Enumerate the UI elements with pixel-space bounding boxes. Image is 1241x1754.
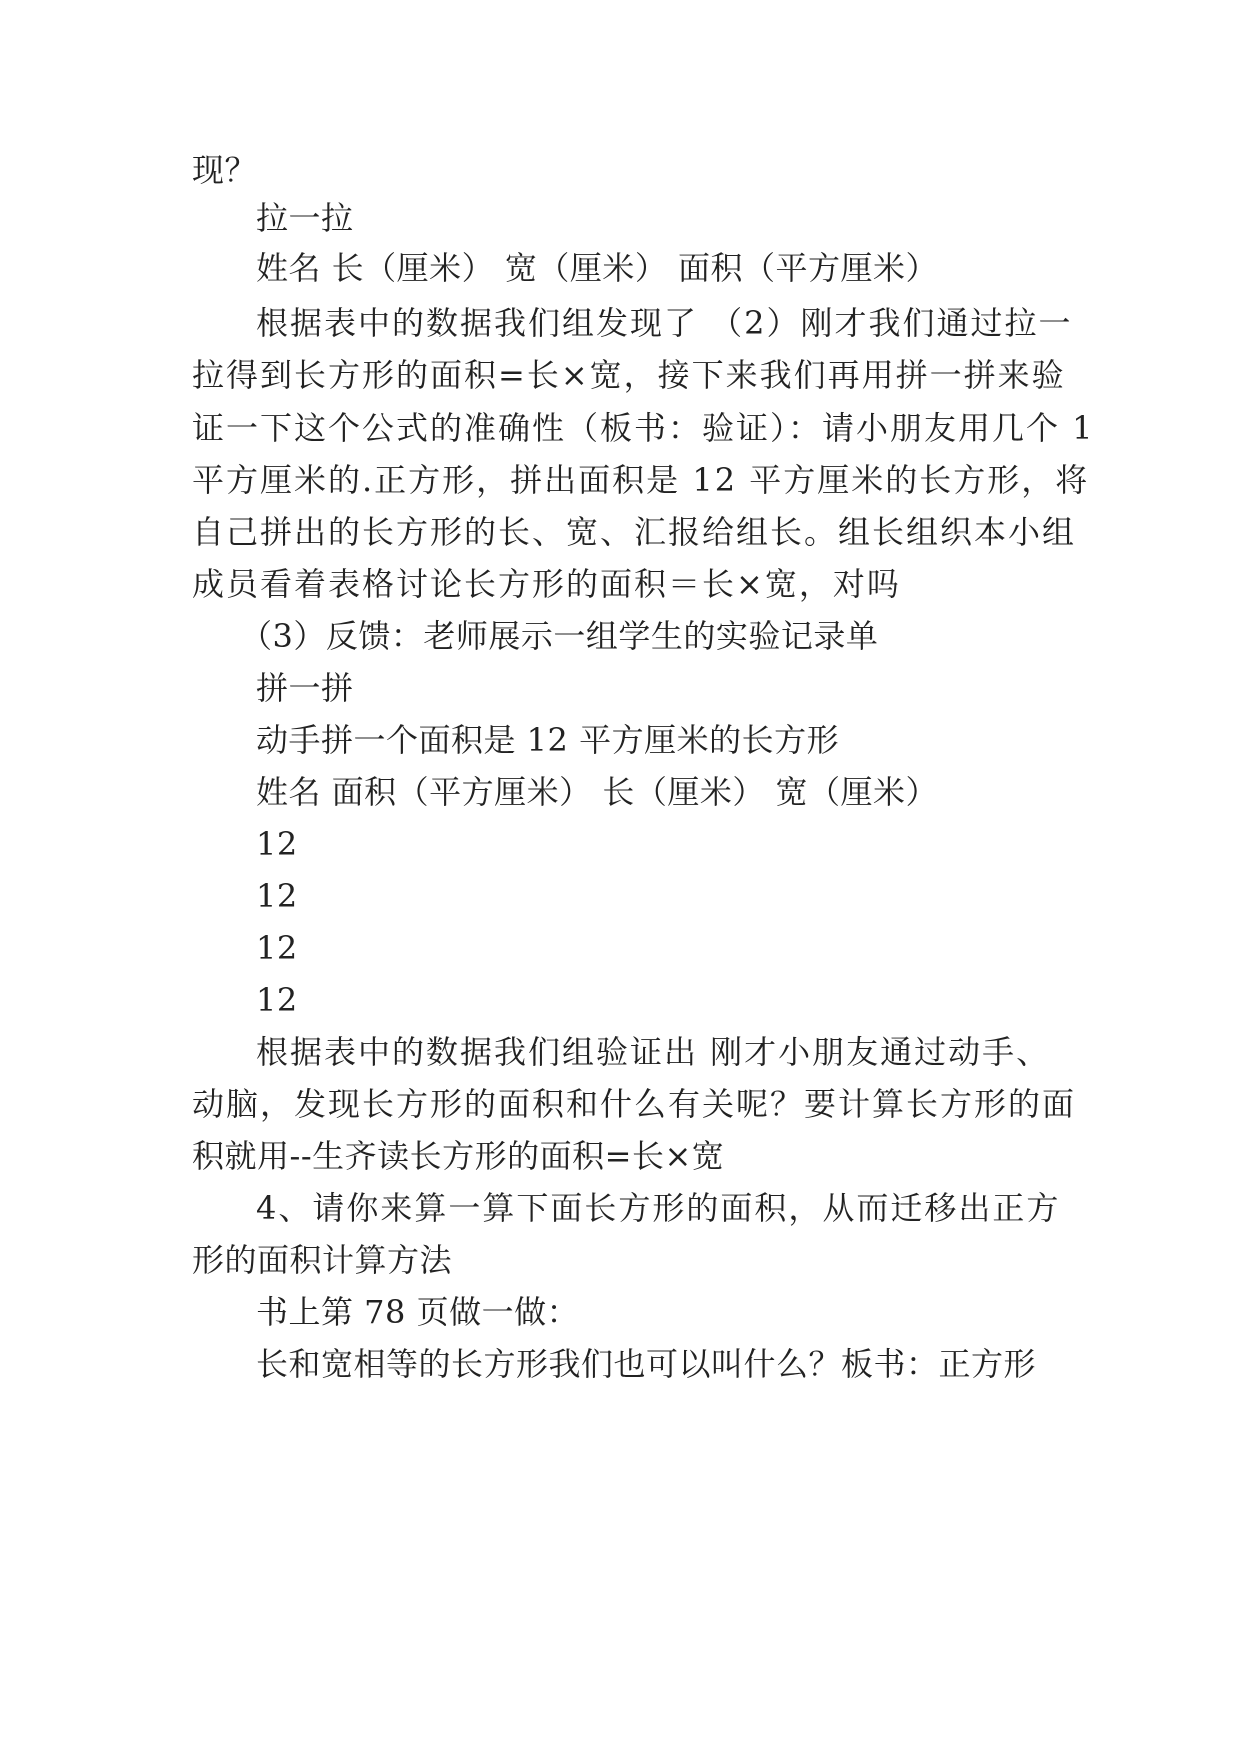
table-cell-area-4: 12: [256, 981, 298, 1019]
text-line-11: 拼一拼: [256, 669, 354, 707]
text-line-19: 动脑，发现长方形的面积和什么有关呢？要计算长方形的面: [192, 1085, 1077, 1123]
text-line-21: 4、请你来算一算下面长方形的面积，从而迁移出正方: [256, 1189, 1061, 1227]
text-line-24: 长和宽相等的长方形我们也可以叫什么？板书：正方形: [256, 1345, 1037, 1383]
text-line-2: 拉一拉: [256, 199, 354, 237]
text-line-8: 自己拼出的长方形的长、宽、汇报给组长。组长组织本小组: [192, 513, 1077, 551]
text-line-4: 根据表中的数据我们组发现了 （2）刚才我们通过拉一: [256, 304, 1073, 342]
text-line-20: 积就用--生齐读长方形的面积=长×宽: [192, 1137, 725, 1175]
text-line-1: 现？: [192, 151, 258, 189]
text-line-10: （3）反馈：老师展示一组学生的实验记录单: [240, 617, 879, 655]
table-header-2: 姓名 面积（平方厘米） 长（厘米） 宽（厘米）: [256, 773, 939, 811]
text-line-18: 根据表中的数据我们组验证出 刚才小朋友通过动手、: [256, 1033, 1051, 1071]
table-cell-area-1: 12: [256, 825, 298, 863]
text-line-6: 证一下这个公式的准确性（板书：验证）：请小朋友用几个 1: [192, 409, 1095, 447]
text-line-5: 拉得到长方形的面积=长×宽，接下来我们再用拼一拼来验: [192, 356, 1066, 394]
text-line-9: 成员看着表格讨论长方形的面积＝长×宽，对吗: [192, 565, 901, 603]
table-cell-area-2: 12: [256, 877, 298, 915]
text-line-12: 动手拼一个面积是 12 平方厘米的长方形: [256, 721, 840, 759]
text-line-22: 形的面积计算方法: [192, 1241, 453, 1279]
text-line-23: 书上第 78 页做一做：: [256, 1293, 580, 1331]
table-header-1: 姓名 长（厘米） 宽（厘米） 面积（平方厘米）: [256, 249, 939, 287]
table-cell-area-3: 12: [256, 929, 298, 967]
text-line-7: 平方厘米的.正方形，拼出面积是 12 平方厘米的长方形，将: [192, 461, 1090, 499]
